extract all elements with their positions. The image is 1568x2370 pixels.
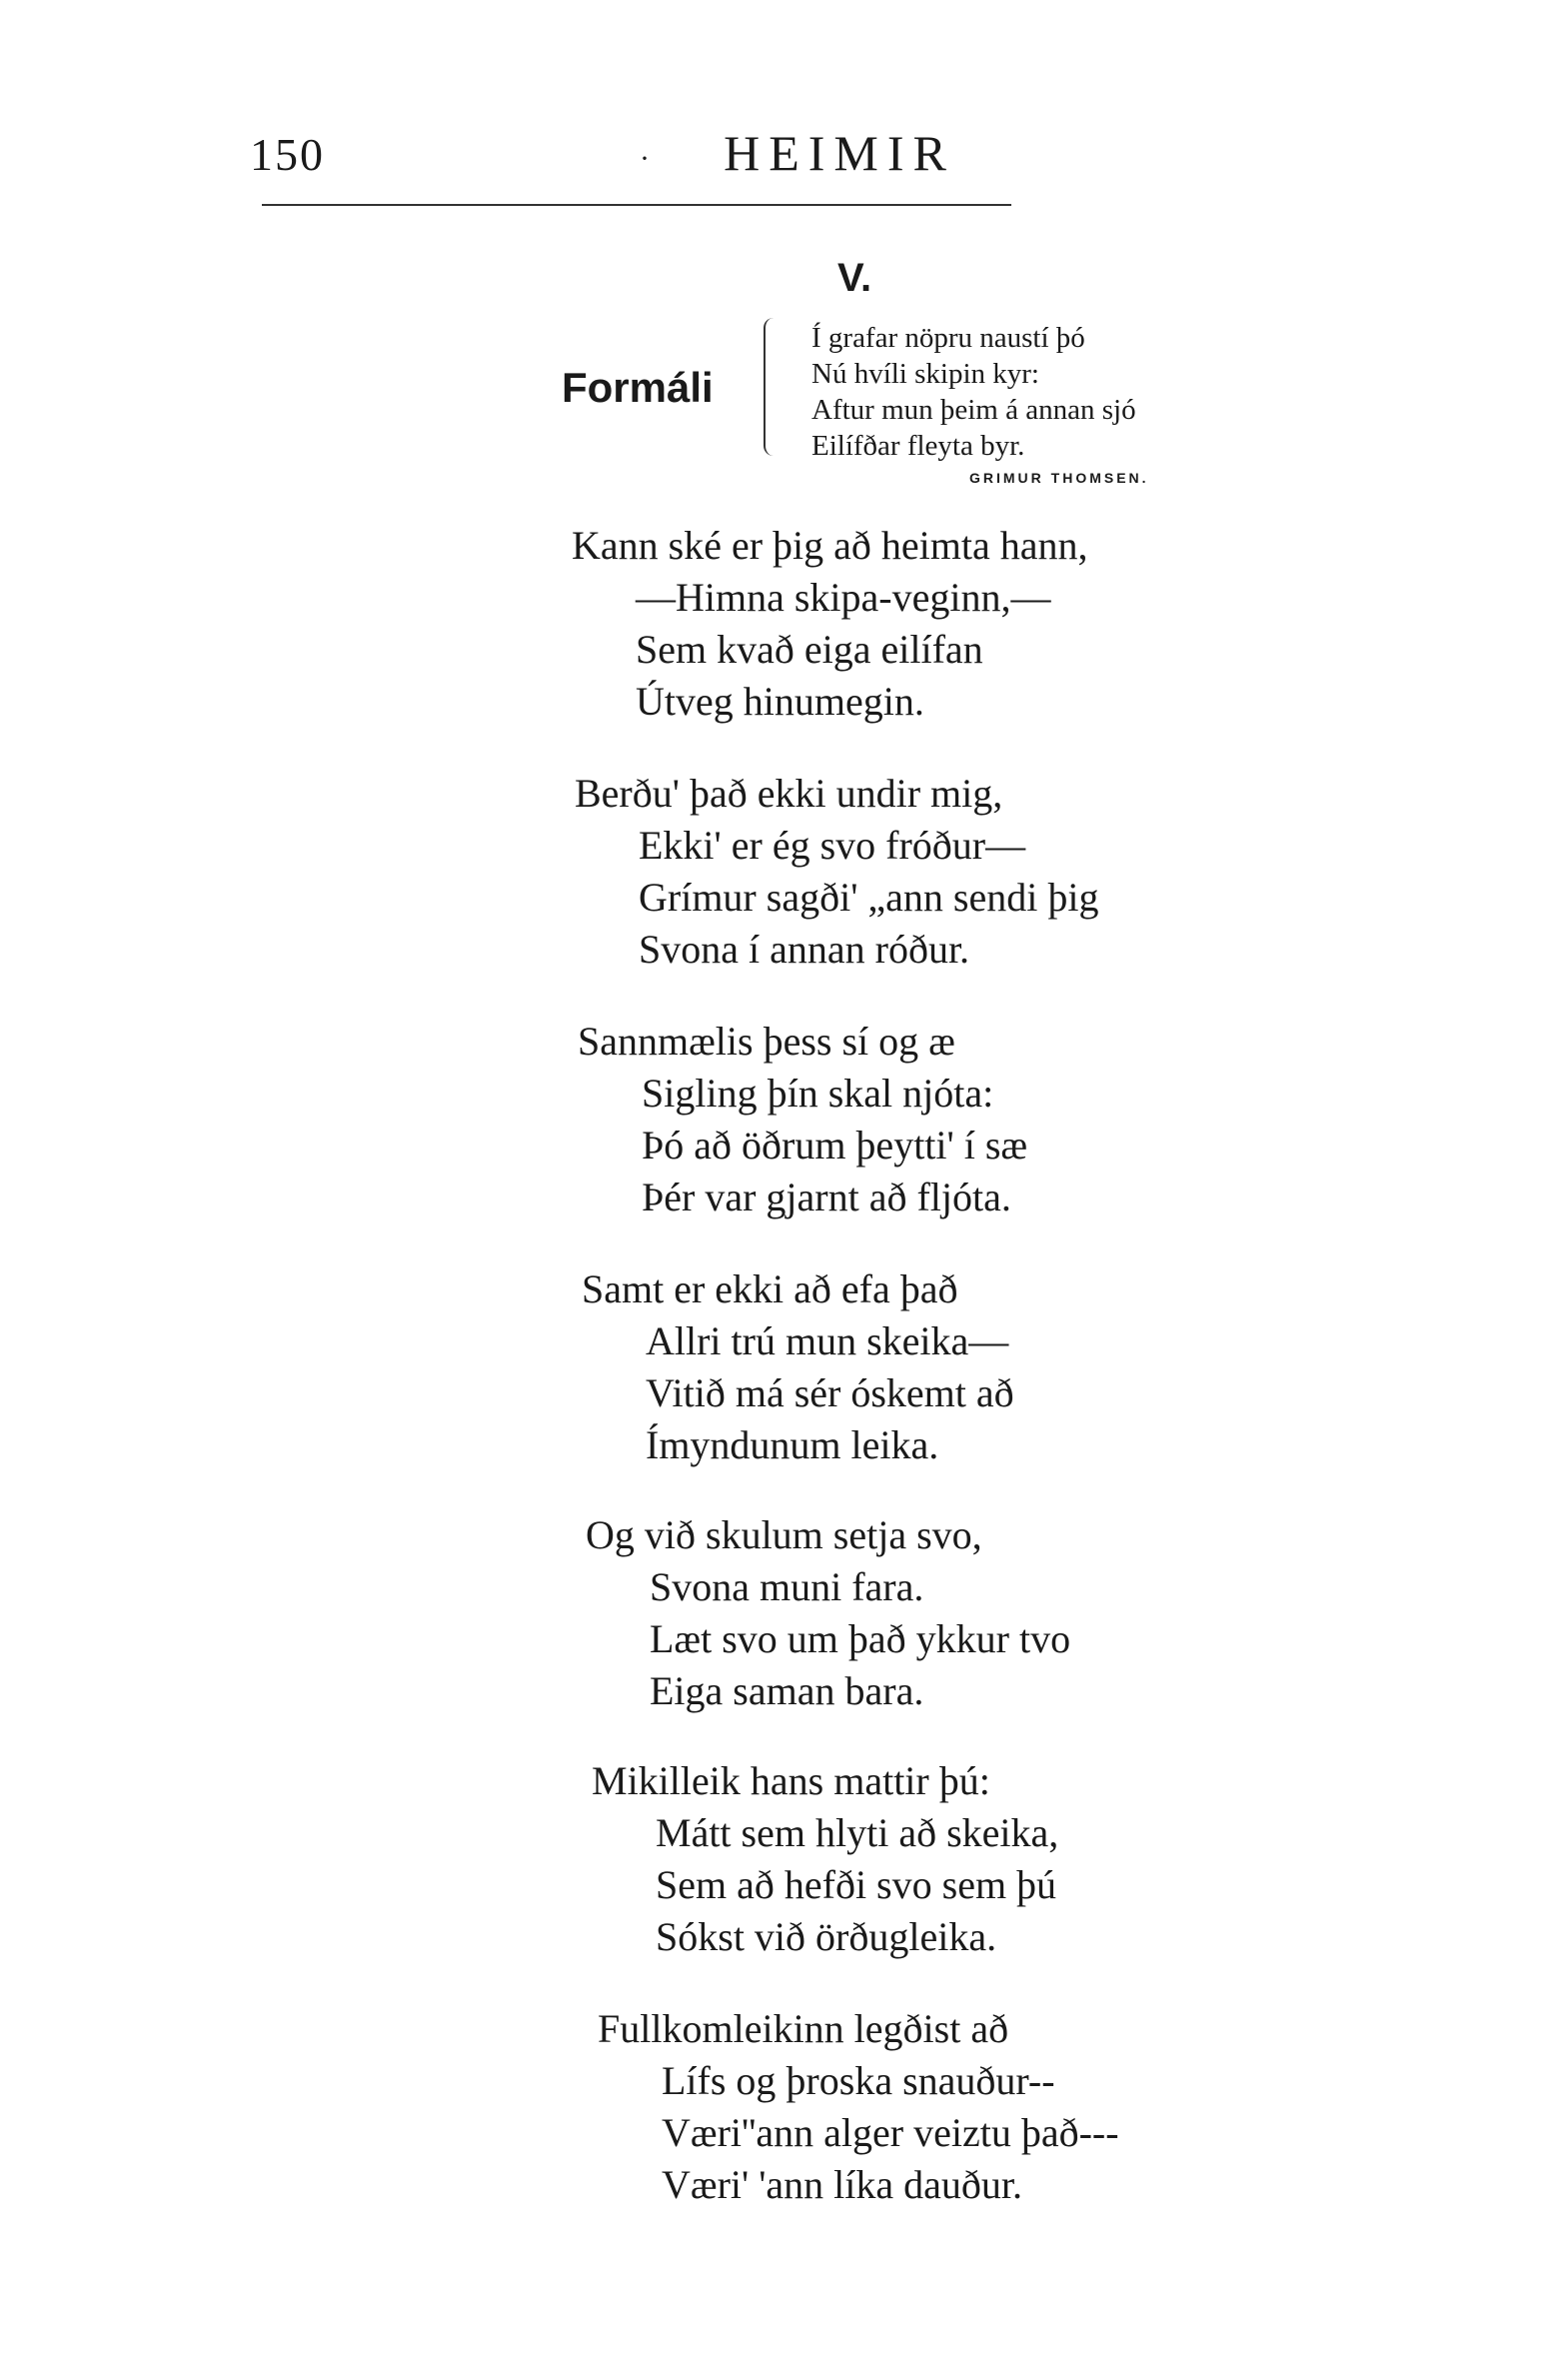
verse-line: Eiga saman bara. — [650, 1668, 924, 1713]
verse-line: Þó að öðrum þeytti' í sæ — [642, 1123, 1028, 1168]
verse-line: Sókst við örðugleika. — [656, 1914, 997, 1959]
verse-line: Kann ské er þig að heimta hann, — [572, 523, 1088, 568]
running-title: HEIMIR — [724, 125, 955, 181]
verse-line: Sem kvað eiga eilífan — [636, 627, 983, 672]
verse-line: Ímyndunum leika. — [646, 1422, 939, 1467]
verse-line: Sem að hefði svo sem þú — [656, 1862, 1057, 1907]
verse-line: Svona í annan róður. — [639, 927, 970, 972]
epigraph-line: Í grafar nöpru naustí þó — [811, 322, 1085, 354]
epigraph-label: Formáli — [562, 364, 714, 411]
verse-line: Mikilleik hans mattir þú: — [592, 1758, 990, 1803]
verse-line: Vitið má sér óskemt að — [646, 1370, 1014, 1415]
epigraph-author: GRIMUR THOMSEN. — [969, 470, 1149, 486]
verse-line: Ekki' er ég svo fróður— — [639, 823, 1026, 868]
epigraph-line: Eilífðar fleyta byr. — [811, 430, 1025, 462]
verse-line: Og við skulum setja svo, — [586, 1512, 982, 1557]
verse-line: Sigling þín skal njóta: — [642, 1071, 994, 1116]
verse-line: Útveg hinumegin. — [636, 679, 924, 724]
epigraph-line: Nú hvíli skipin kyr: — [811, 358, 1039, 390]
stanza-5 — [586, 1509, 1070, 1717]
verse-line: Mátt sem hlyti að skeika, — [656, 1810, 1059, 1855]
ornament-dot: · — [640, 142, 650, 175]
verse-line: Þér var gjarnt að fljóta. — [642, 1175, 1011, 1219]
verse-line: Fullkomleikinn legðist að — [598, 2006, 1009, 2051]
stanza-2 — [575, 768, 1098, 976]
verse-line: Sannmælis þess sí og æ — [578, 1019, 955, 1064]
verse-line: —Himna skipa-veginn,— — [636, 575, 1051, 620]
verse-line: Grímur sagði' „ann sendi þig — [639, 875, 1099, 920]
verse-line: Svona muni fara. — [650, 1564, 924, 1609]
header-rule — [262, 204, 1011, 206]
verse-line: Lífs og þroska snauður-- — [662, 2058, 1055, 2103]
stanza-1 — [572, 520, 1088, 728]
page-number: 150 — [250, 129, 325, 180]
stanza-4 — [582, 1263, 1014, 1471]
verse-line: Væri' 'ann líka dauður. — [662, 2162, 1023, 2207]
verse-line: Allri trú mun skeika— — [646, 1318, 1009, 1363]
verse-line: Samt er ekki að efa það — [582, 1266, 958, 1311]
epigraph-line: Aftur mun þeim á annan sjó — [811, 394, 1136, 426]
stanza-3 — [578, 1016, 1027, 1223]
epigraph-brace — [764, 318, 780, 456]
verse-line: Læt svo um það ykkur tvo — [650, 1616, 1071, 1661]
stanza-6 — [592, 1755, 1058, 1963]
stanza-7 — [598, 2003, 1119, 2211]
verse-line: Berðu' það ekki undir mig, — [575, 771, 1003, 816]
section-number: V. — [837, 256, 872, 300]
epigraph — [811, 320, 1136, 464]
verse-line: Væri''ann alger veiztu það--- — [662, 2110, 1119, 2155]
